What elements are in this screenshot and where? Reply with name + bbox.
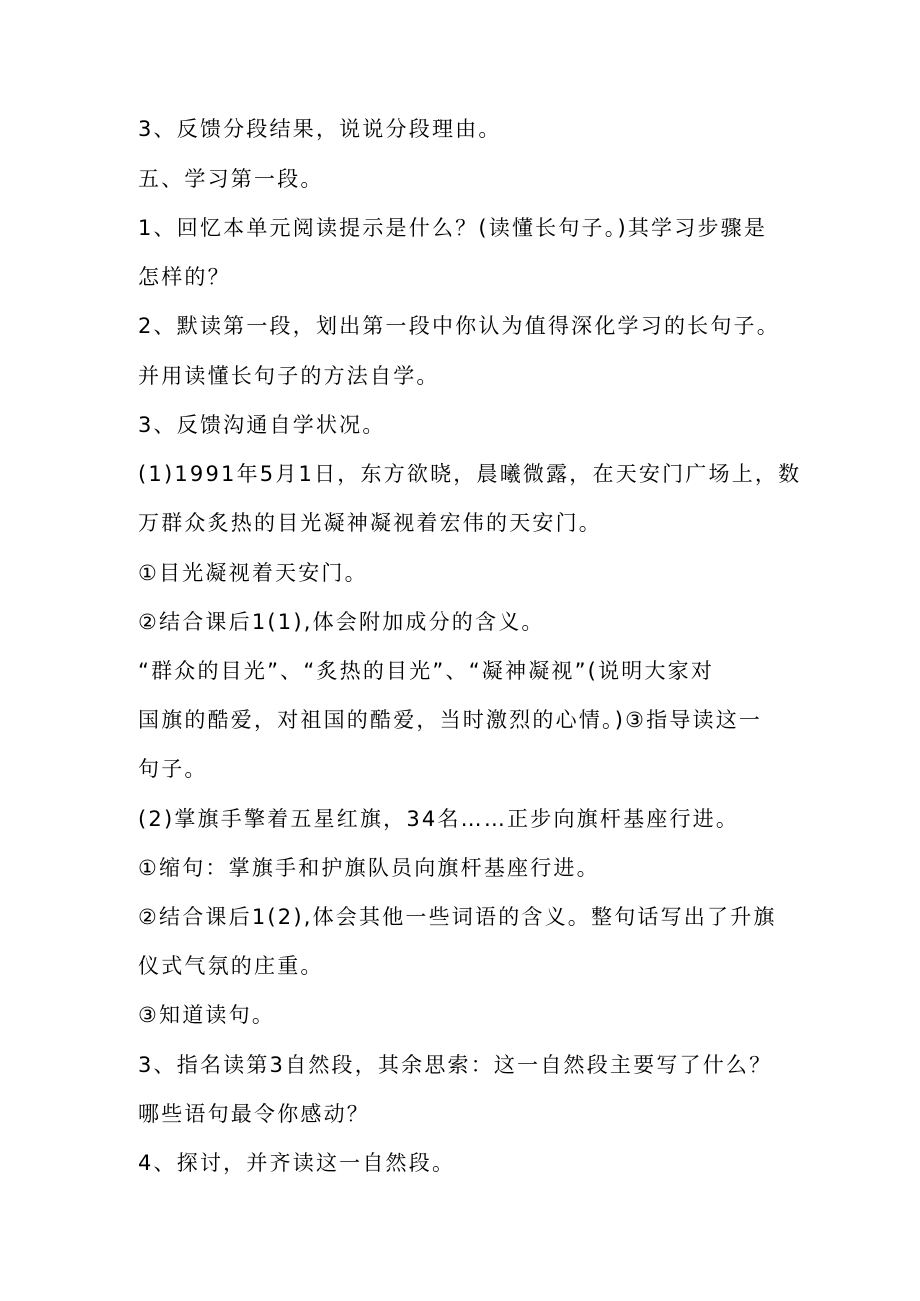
- text-line-9: 万群众炙热的目光凝神凝视着宏伟的天安门。: [138, 511, 602, 535]
- text-line-3: 1、回忆本单元阅读提示是什么？(读懂长句子。)其学习步骤是: [138, 216, 768, 240]
- text-line-5: 2、默读第一段，划出第一段中你认为值得深化学习的长句子。: [138, 314, 780, 338]
- text-line-8: (1)1991年5月1日，东方欲晓，晨曦微露，在天安门广场上，数: [138, 462, 802, 486]
- text-line-19: ③知道读句。: [138, 1003, 276, 1027]
- text-line-6: 并用读懂长句子的方法自学。: [138, 364, 440, 388]
- text-line-18: 仪式气氛的庄重。: [138, 954, 324, 978]
- text-line-13: 国旗的酷爱，对祖国的酷爱，当时激烈的心情。)③指导读这一: [138, 708, 763, 732]
- text-line-14: 句子。: [138, 757, 208, 781]
- text-line-1: 3、反馈分段结果，说说分段理由。: [138, 117, 502, 141]
- text-line-2: 五、学习第一段。: [138, 167, 324, 191]
- text-line-16: ①缩句：掌旗手和护旗队员向旗杆基座行进。: [138, 856, 600, 880]
- text-line-22: 4、探讨，并齐读这一自然段。: [138, 1151, 456, 1175]
- text-line-7: 3、反馈沟通自学状况。: [138, 413, 386, 437]
- text-line-11: ②结合课后1(1),体会附加成分的含义。: [138, 610, 545, 634]
- text-line-10: ①目光凝视着天安门。: [138, 561, 368, 585]
- text-line-21: 哪些语句最令你感动？: [138, 1102, 370, 1126]
- text-line-15: (2)掌旗手擎着五星红旗，34名……正步向旗杆基座行进。: [138, 807, 740, 831]
- text-line-20: 3、指名读第3自然段，其余思索：这一自然段主要写了什么？: [138, 1053, 773, 1077]
- text-line-12: “群众的目光”、“炙热的目光”、“凝神凝视”(说明大家对: [138, 659, 715, 683]
- text-line-17: ②结合课后1(2),体会其他一些词语的含义。整句话写出了升旗: [138, 905, 777, 929]
- text-line-4: 怎样的？: [138, 265, 231, 289]
